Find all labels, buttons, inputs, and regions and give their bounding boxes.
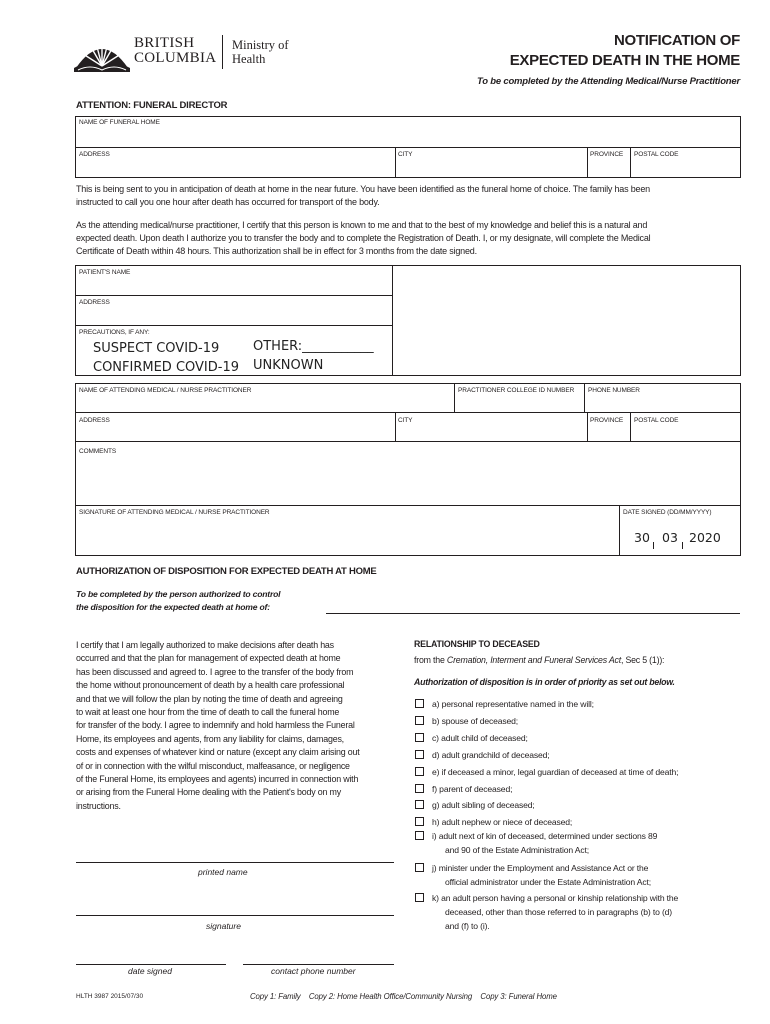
funeral-province-field[interactable] bbox=[588, 160, 629, 177]
signature-line[interactable] bbox=[76, 915, 394, 916]
relationship-checkbox[interactable] bbox=[415, 817, 424, 826]
intro-p2-line3: Certificate of Death within 48 hours. This authorization shall be in effect for 3 months from the date signed. bbox=[76, 246, 477, 256]
relationship-option-text: d) adult grandchild of deceased; bbox=[432, 750, 550, 760]
patient-address-label: ADDRESS bbox=[79, 299, 110, 306]
relationship-checkbox[interactable] bbox=[415, 831, 424, 840]
sun-logo-icon bbox=[74, 30, 130, 72]
pract-signature-field[interactable] bbox=[76, 518, 618, 555]
relationship-option-text: g) adult sibling of deceased; bbox=[432, 800, 535, 810]
pract-row3-divider bbox=[75, 505, 741, 506]
act-name: Cremation, Interment and Funeral Services Act bbox=[446, 655, 621, 665]
funeral-name-field[interactable] bbox=[76, 128, 740, 146]
auth-sub-line2: the disposition for the expected death at home of: bbox=[76, 602, 270, 612]
relationship-option-text: official administrator under the Estate Administration Act; bbox=[445, 877, 651, 887]
relationship-option-text: deceased, other than those referred to in paragraphs (b) to (d) bbox=[445, 907, 673, 917]
date-signed-line[interactable] bbox=[76, 964, 226, 965]
authorization-body-line: of or in connection with the wilful misconduct, malfeasance, or negligence bbox=[76, 760, 350, 771]
printed-name-line[interactable] bbox=[76, 862, 394, 863]
pract-phone-field[interactable] bbox=[585, 396, 740, 411]
pract-province-field[interactable] bbox=[588, 426, 629, 440]
date-tick-2 bbox=[682, 542, 683, 549]
contact-phone-caption: contact phone number bbox=[271, 966, 356, 976]
relationship-checkbox[interactable] bbox=[415, 800, 424, 809]
date-signed-caption: date signed bbox=[128, 966, 172, 976]
relationship-heading: RELATIONSHIP TO DECEASED bbox=[414, 639, 540, 649]
pract-college-field[interactable] bbox=[455, 396, 583, 411]
relationship-option-text: h) adult nephew or niece of deceased; bbox=[432, 817, 573, 827]
intro-p2-line2: expected death. Upon death I authorize you to transfer the body and to complete the Registration of Death. I, or my designate, will complete the Medical bbox=[76, 233, 651, 243]
authorization-body-line: or arising from the Funeral Home dealing with the Patient's body on my bbox=[76, 787, 341, 798]
authorization-body-line: costs and expenses of whatever kind or nature (except any claim arising out bbox=[76, 747, 360, 758]
funeral-postal-label: POSTAL CODE bbox=[634, 151, 679, 158]
logo-columbia: COLUMBIA bbox=[134, 50, 217, 66]
relationship-checkbox[interactable] bbox=[415, 750, 424, 759]
relationship-checkbox[interactable] bbox=[415, 784, 424, 793]
relationship-option-text: f) parent of deceased; bbox=[432, 784, 513, 794]
precaution-unknown[interactable]: UNKNOWN bbox=[253, 358, 324, 373]
authorization-body-line: instructions. bbox=[76, 800, 121, 811]
relationship-option-text: e) if deceased a minor, legal guardian of deceased at time of death; bbox=[432, 767, 679, 777]
pract-phone-label: PHONE NUMBER bbox=[588, 387, 640, 394]
ministry-name bbox=[232, 38, 289, 66]
pract-college-label: PRACTITIONER COLLEGE ID NUMBER bbox=[458, 387, 575, 394]
relationship-checkbox[interactable] bbox=[415, 733, 424, 742]
funeral-province-label: PROVINCE bbox=[590, 151, 624, 158]
relationship-checkbox[interactable] bbox=[415, 893, 424, 902]
patient-notes-area[interactable] bbox=[393, 266, 740, 375]
pract-postal-field[interactable] bbox=[631, 426, 740, 440]
form-title-line2: EXPECTED DEATH IN THE HOME bbox=[509, 52, 740, 69]
funeral-address-label: ADDRESS bbox=[79, 151, 110, 158]
signature-caption: signature bbox=[206, 921, 241, 931]
copy-1: Copy 1: Family bbox=[250, 992, 301, 1001]
date-signed-label: DATE SIGNED (DD/MM/YYYY) bbox=[623, 509, 712, 516]
pract-city-label: CITY bbox=[398, 417, 413, 424]
authorization-subheading bbox=[76, 588, 280, 614]
ministry-line1: Ministry of bbox=[232, 38, 289, 52]
funeral-city-label: CITY bbox=[398, 151, 413, 158]
patient-row1-divider bbox=[75, 295, 392, 296]
relationship-act-line bbox=[414, 655, 664, 665]
authorization-heading: AUTHORIZATION OF DISPOSITION FOR EXPECTED DEATH AT HOME bbox=[76, 566, 377, 577]
pract-name-label: NAME OF ATTENDING MEDICAL / NURSE PRACTITIONER bbox=[79, 387, 252, 394]
intro-paragraph-1 bbox=[76, 183, 746, 209]
pract-province-label: PROVINCE bbox=[590, 417, 624, 424]
bc-logo bbox=[74, 30, 130, 72]
authorization-body bbox=[76, 639, 406, 813]
form-code: HLTH 3987 2015/07/30 bbox=[76, 993, 144, 1000]
contact-phone-line[interactable] bbox=[243, 964, 394, 965]
comments-label: COMMENTS bbox=[79, 448, 117, 455]
date-year: 2020 bbox=[689, 530, 721, 545]
precaution-other[interactable]: OTHER:___________ bbox=[253, 339, 374, 354]
pract-signature-label: SIGNATURE OF ATTENDING MEDICAL / NURSE PRACTITIONER bbox=[79, 509, 270, 516]
authorization-body-line: occurred and that the plan for management of expected death at home bbox=[76, 653, 341, 664]
authorization-body-line: of the Funeral Home, its employees and agents) incurred in connection with bbox=[76, 774, 359, 785]
logo-divider bbox=[222, 35, 223, 69]
ministry-line2: Health bbox=[232, 52, 266, 66]
auth-sub-line1: To be completed by the person authorized to control bbox=[76, 589, 281, 599]
form-title-line1: NOTIFICATION OF bbox=[613, 32, 740, 49]
act-prefix: from the bbox=[414, 655, 447, 665]
date-day: 30 bbox=[634, 530, 650, 545]
relationship-option-text: j) minister under the Employment and Assistance Act or the bbox=[432, 863, 649, 873]
precautions-label: PRECAUTIONS, IF ANY: bbox=[79, 329, 150, 336]
patient-name-label: PATIENT'S NAME bbox=[79, 269, 131, 276]
relationship-option-text: b) spouse of deceased; bbox=[432, 716, 519, 726]
logo-wordmark bbox=[134, 36, 216, 66]
authorization-body-line: Home, its employees and agents, from any liability for claims, damages, bbox=[76, 733, 344, 744]
intro-p1-line2: instructed to call you one hour after death has occurred for transport of the body. bbox=[76, 197, 380, 207]
authorization-body-line: and that we will follow the plan by noting the time of death and agreeing bbox=[76, 693, 343, 704]
pract-address-field[interactable] bbox=[76, 426, 394, 440]
relationship-checkbox[interactable] bbox=[415, 699, 424, 708]
funeral-name-label: NAME OF FUNERAL HOME bbox=[79, 119, 160, 126]
deceased-name-line[interactable] bbox=[326, 613, 740, 614]
intro-p1-line1: This is being sent to you in anticipation of death at home in the near future. You have been identified as the funeral home of choice. The family has been bbox=[76, 184, 650, 194]
logo-british: BRITISH bbox=[134, 35, 195, 51]
pract-row2-divider bbox=[75, 441, 741, 442]
relationship-option-text: and (f) to (i). bbox=[445, 921, 490, 931]
relationship-option-text: i) adult next of kin of deceased, determined under sections 89 bbox=[432, 831, 658, 841]
copy-distribution bbox=[250, 992, 557, 1001]
pract-row1-divider bbox=[75, 412, 741, 413]
funeral-city-field[interactable] bbox=[396, 160, 586, 177]
pract-city-field[interactable] bbox=[396, 426, 586, 440]
intro-p2-line1: As the attending medical/nurse practitioner, I certify that this person is known to me and that to the best of my knowledge and belief this is a natural and bbox=[76, 220, 648, 230]
relationship-checkbox[interactable] bbox=[415, 716, 424, 725]
intro-paragraph-2 bbox=[76, 219, 746, 258]
pract-postal-label: POSTAL CODE bbox=[634, 417, 679, 424]
date-month: 03 bbox=[662, 530, 678, 545]
relationship-option-text: c) adult child of deceased; bbox=[432, 733, 528, 743]
patient-row2-divider bbox=[75, 325, 392, 326]
act-suffix: , Sec 5 (1)): bbox=[620, 655, 665, 665]
pract-address-label: ADDRESS bbox=[79, 417, 110, 424]
patient-name-field[interactable] bbox=[76, 278, 391, 294]
copy-3: Copy 3: Funeral Home bbox=[480, 992, 557, 1001]
priority-note: Authorization of disposition is in order of priority as set out below. bbox=[414, 677, 675, 687]
date-tick-1 bbox=[653, 542, 654, 549]
funeral-heading: ATTENTION: FUNERAL DIRECTOR bbox=[76, 100, 228, 111]
form-subtitle: To be completed by the Attending Medical/Nurse Practitioner bbox=[476, 76, 740, 87]
relationship-checkbox[interactable] bbox=[415, 863, 424, 872]
authorization-body-line: to wait at least one hour from the time of death to call the funeral home bbox=[76, 707, 340, 718]
authorization-body-line: the home without pronouncement of death by a health care professional bbox=[76, 680, 345, 691]
authorization-body-line: for transfer of the body. I agree to indemnify and hold harmless the Funeral bbox=[76, 720, 355, 731]
comments-field[interactable] bbox=[76, 457, 740, 504]
relationship-option-text: k) an adult person having a personal or kinship relationship with the bbox=[432, 893, 679, 903]
authorization-body-line: has been discussed and agreed to. I agree to the transfer of the body from bbox=[76, 666, 354, 677]
precaution-suspect-covid[interactable]: SUSPECT COVID-19 bbox=[93, 341, 220, 356]
funeral-row-divider bbox=[75, 147, 741, 148]
funeral-postal-field[interactable] bbox=[631, 160, 740, 177]
patient-address-field[interactable] bbox=[76, 308, 391, 324]
printed-name-caption: printed name bbox=[198, 867, 248, 877]
copy-2: Copy 2: Home Health Office/Community Nursing bbox=[308, 992, 473, 1001]
authorization-body-line: I certify that I am legally authorized to make decisions after death has bbox=[76, 640, 334, 650]
relationship-checkbox[interactable] bbox=[415, 767, 424, 776]
funeral-address-field[interactable] bbox=[76, 160, 394, 177]
relationship-option-text: and 90 of the Estate Administration Act; bbox=[445, 845, 590, 855]
relationship-option-text: a) personal representative named in the will; bbox=[432, 699, 594, 709]
precaution-confirmed-covid[interactable]: CONFIRMED COVID-19 bbox=[93, 360, 240, 375]
pract-name-field[interactable] bbox=[76, 396, 453, 411]
